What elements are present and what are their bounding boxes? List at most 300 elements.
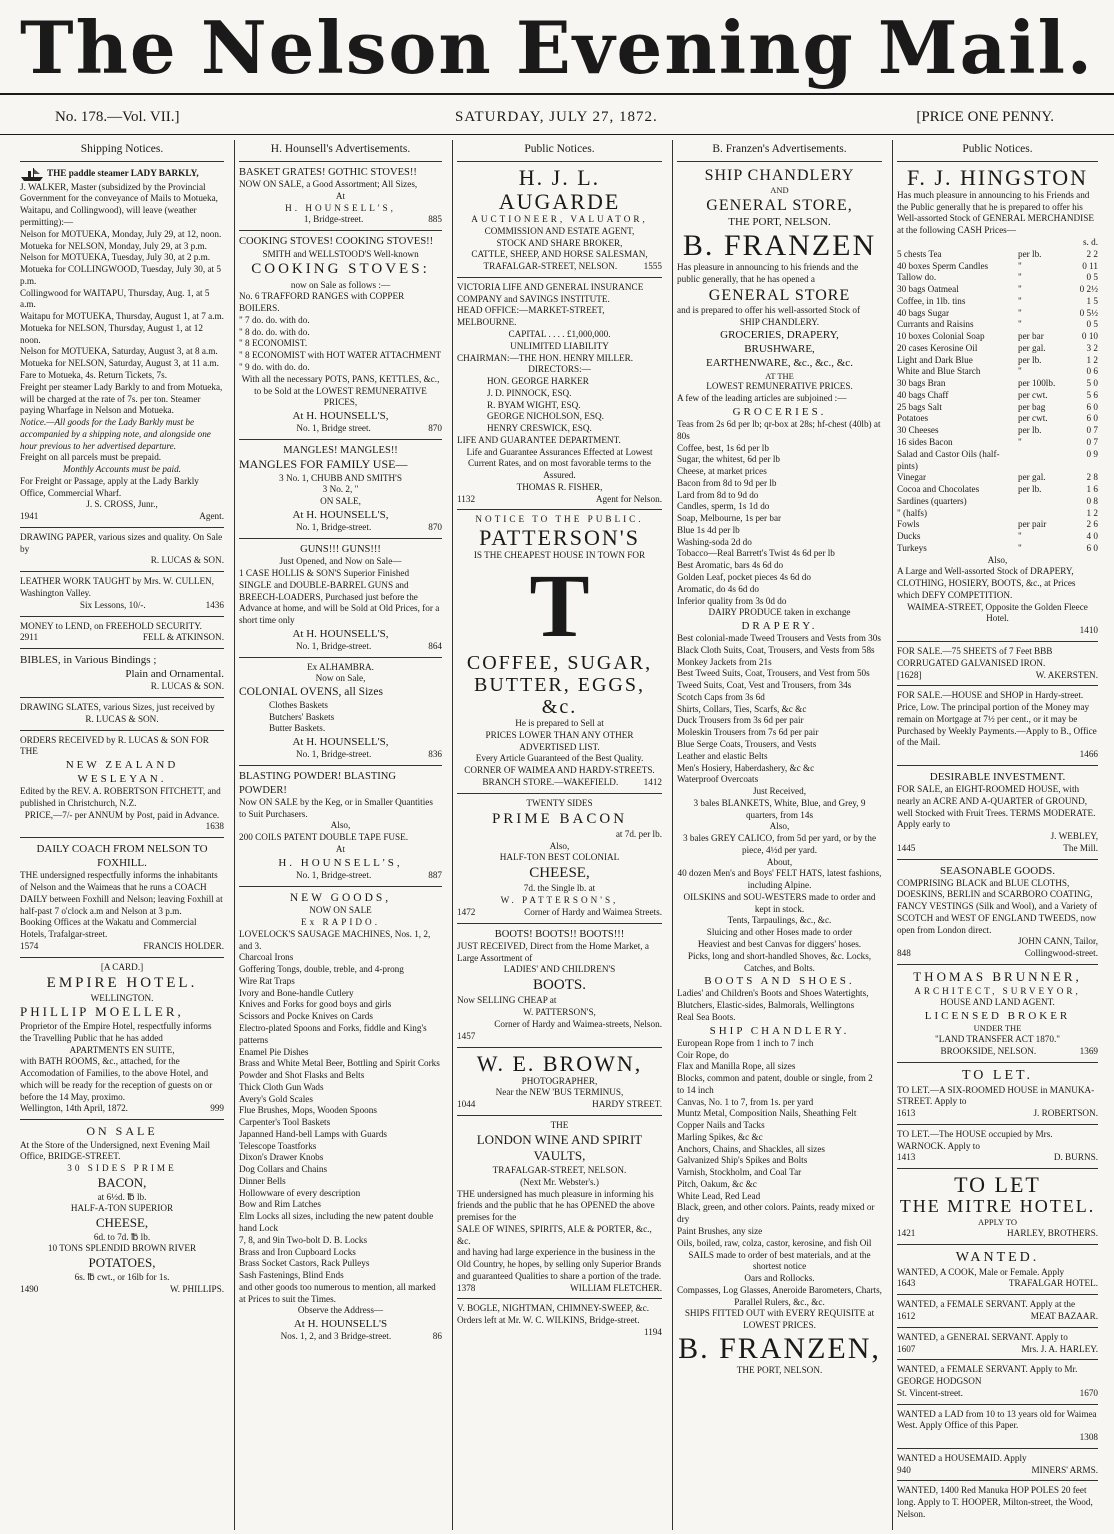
grocery-item: Bacon from 8d to 9d per lb	[677, 477, 777, 488]
wanted-1-who: TRAFALGAR HOTEL.	[1008, 1278, 1098, 1289]
groceries-head: GROCERIES.	[732, 405, 827, 418]
nowsale: Now on Sale,	[315, 673, 366, 684]
augarde-line: AUCTIONEER, VALUATOR,	[471, 214, 648, 225]
drawing-paper-text: DRAWING PAPER, various sizes and quality. On Sale by	[20, 531, 223, 554]
grates-ad	[239, 166, 442, 227]
price-row	[897, 355, 1098, 367]
agent-name: J. S. CROSS, Junr.,	[86, 499, 158, 510]
price-value: 6 0	[1086, 542, 1098, 553]
tents: Tents, Tarpaulings, &c., &c.	[727, 915, 832, 926]
price-item: Cocoa and Chocolates	[897, 484, 980, 495]
slates-ad	[20, 702, 224, 726]
on-sale-ad	[20, 1124, 224, 1295]
price-unit: per lb.	[1018, 484, 1042, 495]
the: THE	[550, 1119, 569, 1130]
basket-item: Clothes Baskets	[269, 699, 328, 710]
price-value: 1 2	[1086, 354, 1098, 365]
price-unit: "	[1018, 531, 1022, 542]
just-received: Just Received,	[752, 786, 807, 797]
brushware: BRUSHWARE,	[744, 343, 815, 356]
price-row	[897, 519, 1098, 531]
also: Also,	[987, 554, 1008, 565]
potatoes-line-3: 6s. ℔ cwt., or 16lb for 1s.	[74, 1271, 170, 1282]
price-item: 5 chests Tea	[897, 248, 942, 259]
drapery-item: Best Tweed Suits, Coat, Trousers, and Vest from 50s	[677, 668, 870, 679]
guns-body: 1 CASE HOLLIS & SON'S Superior Finished SINGLE and DOUBLE-BARREL GUNS and BREECH-LOADERS, Purchased just before the Advance at home, and will be Sold at Old Prices, for a short time only	[239, 568, 440, 626]
at-hounsell: At H. HOUNSELL'S,	[292, 627, 389, 640]
price-item: Salad and Castor Oils (half-pints)	[897, 448, 1000, 471]
goods-item: Avery's Gold Scales	[239, 1093, 313, 1104]
ad-number: 1613	[897, 1108, 916, 1119]
price-unit: per cwt.	[1018, 389, 1048, 400]
steamer-body: J. WALKER, Master (subsidized by the Provincial Government for the conveyance of Mails to Motueka, Waitapu, and Collingwood), will leave (weather permitting):—	[20, 181, 218, 228]
issue-number: No. 178.—Vol. VII.]	[55, 109, 180, 125]
wesleyan-ad	[20, 735, 224, 834]
port-2: THE PORT, NELSON.	[736, 1364, 823, 1375]
franzen-name: B. FRANZEN	[682, 229, 877, 263]
chandlery-item: Flax and Manilla Rope, all sizes	[677, 1061, 796, 1072]
price-unit: "	[1018, 319, 1022, 330]
column-franzen	[672, 140, 886, 1530]
goods-item: Thick Cloth Gun Wads	[239, 1081, 324, 1092]
brunner-line: HOUSE AND LAND AGENT.	[940, 997, 1055, 1008]
smith-text: SMITH and WELLSTOOD'S Well-known	[262, 248, 419, 259]
price-value: 4 0	[1086, 531, 1098, 542]
drapery-item: Best colonial-made Tweed Trousers and Vests from 30s	[677, 633, 881, 644]
investment-title: DESIRABLE INVESTMENT.	[929, 770, 1066, 783]
price-value: 0 5½	[1079, 307, 1098, 318]
investment-body: FOR SALE, an EIGHT-ROOMED HOUSE, with nearly an ACRE AND A-QUARTER of GROUND, well Stocked with Fruit Trees. TERMS MODERATE. Apply early to	[897, 783, 1096, 830]
basket-item: Butter Baskets.	[269, 723, 326, 734]
orders-text: ORDERS RECEIVED by R. LUCAS & SON FOR THE	[20, 734, 209, 757]
moeller-body-2: with BATH ROOMS, &c., attached, for the Accomodation of Families, to the above Hotel, and which will be ready for the reception of guests on or before the 14 May, proximo.	[20, 1056, 213, 1102]
at-hounsell: At H. HOUNSELL'S,	[292, 508, 389, 521]
rapido: Ex RAPIDO.	[300, 917, 380, 928]
stoves-big: COOKING STOVES:	[251, 261, 430, 278]
ad-number: 1412	[643, 777, 662, 788]
cooking-stoves-ad	[239, 235, 442, 435]
column-hounsell	[234, 140, 446, 1530]
few: A few of the leading articles are subjoined :—	[677, 393, 847, 404]
price-row	[897, 272, 1098, 284]
price-item: Turkeys	[897, 542, 927, 553]
grocery-item: Washing-soda 2d do	[677, 536, 752, 547]
apply-to: APPLY TO	[978, 1217, 1017, 1228]
price-item: 20 cases Kerosine Oil	[897, 342, 978, 353]
sails: SAILS made to order of best materials, and at the shortest notice	[688, 1249, 871, 1272]
goods-item: and other goods too numerous to mention, all marked at Prices to suit the Times.	[239, 1281, 436, 1304]
sailing-item: Motueka for COLLINGWOOD, Tuesday, July 30, at 5 p.m.	[20, 264, 221, 286]
grocery-item: Best Aromatic, bars 4s 6d do	[677, 560, 784, 571]
price-value: 0 5	[1086, 272, 1098, 283]
trafford-item: " 8 do. do. with do.	[239, 326, 310, 337]
address: TRAFALGAR-STREET, NELSON.	[483, 261, 618, 272]
grocery-item: Teas from 2s 6d per lb; qr-box at 28s; hf-chest (40lb) at 80s	[677, 419, 881, 441]
goods-item: Wire Rat Traps	[239, 975, 295, 986]
price-row	[897, 496, 1098, 508]
grocery-item: Sugar, the whitest, 6d per lb	[677, 454, 780, 465]
apartments: APARTMENTS EN SUITE,	[69, 1044, 175, 1055]
drapery-item: Moleskin Trousers from 7s 6d per pair	[677, 727, 819, 738]
bogle-text: V. BOGLE, NIGHTMAN, CHIMNEY-SWEEP, &c. Orders left at Mr. W. C. WILKINS, Bridge-street.	[457, 1303, 649, 1326]
ad-number: 1490	[20, 1283, 39, 1294]
director: GEORGE NICHOLSON, ESQ.	[487, 411, 604, 422]
price-row	[897, 319, 1098, 331]
price-row	[897, 249, 1098, 261]
chandlery-item: Black, green, and other colors. Paints, ready mixed or dry	[677, 1202, 875, 1225]
ad-number: 1445	[897, 842, 916, 853]
leather-work-ad	[20, 576, 224, 611]
grocery-item: Blue 1s 4d per lb	[677, 524, 740, 535]
wanted-4-addr: St. Vincent-street.	[897, 1387, 963, 1398]
capital: CAPITAL . . . . £1,000,000.	[508, 328, 611, 339]
oilskins: OILSKINS and SOU-WESTERS made to order and kept in stock.	[683, 891, 876, 914]
lovelock: LOVELOCK'S SAUSAGE MACHINES, Nos. 1, 2, and 3.	[239, 928, 431, 951]
price-item: White and Blue Starch	[897, 366, 981, 377]
empire-title: EMPIRE HOTEL.	[46, 974, 198, 991]
price-value: 0 2½	[1079, 284, 1098, 295]
goods-item: Japanned Hand-bell Lamps with Guards	[239, 1128, 387, 1139]
stoves-title: COOKING STOVES! COOKING STOVES!!	[239, 236, 434, 248]
branch: BRANCH STORE.—WAKEFIELD.	[482, 777, 619, 788]
dateline	[0, 97, 1114, 135]
prepaid: Freight on all parcels must be prepaid.	[20, 452, 162, 463]
ladies: LADIES' AND CHILDREN'S	[503, 964, 616, 975]
at: At	[335, 844, 346, 855]
ad-number: 1194	[643, 1326, 662, 1337]
grocery-item: Coffee, best, 1s 6d per lb	[677, 442, 769, 453]
grocery-item: Soap, Melbourne, 1s per bar	[677, 513, 782, 524]
tolet-1: TO LET.—A SIX-ROOMED HOUSE in MANUKA-STREET. Apply to	[897, 1084, 1095, 1107]
sailing-item: Motueka for NELSON, Monday, July 29, at 3 p.m.	[20, 240, 207, 251]
grocery-item: Inferior quality from 3s 0d do	[677, 595, 787, 606]
freight: Freight per steamer Lady Barkly to and from Motueka, will be charged at the rate of 7s. per ton. Steamer paying Wharfage in Nelson and Motueka.	[20, 381, 223, 416]
price-item: 16 sides Bacon	[897, 436, 953, 447]
price-unit: per lb.	[1018, 425, 1042, 436]
drawing-paper-ad	[20, 532, 224, 567]
dairy: DAIRY PRODUCE taken in exchange	[708, 607, 851, 618]
goods-item: Hollowware of every description	[239, 1187, 361, 1198]
price-unit	[1018, 496, 1068, 508]
big-t-letter: T	[529, 557, 590, 657]
vaults-addr: TRAFALGAR-STREET, NELSON.	[492, 1165, 627, 1175]
wanted-7: WANTED, 1400 Red Manuka HOP POLES 20 feet long. Apply to T. HOOPER, Milton-street, the Wood, Nelson.	[897, 1485, 1093, 1519]
halfton: HALF-TON BEST COLONIAL	[499, 852, 620, 863]
slates-text: DRAWING SLATES, various Sizes, just received by	[20, 701, 215, 712]
title-word-3: Evening	[515, 5, 855, 90]
price-unit: per pair	[1018, 519, 1047, 530]
brown-addr: Near the NEW 'BUS TERMINUS,	[495, 1087, 624, 1098]
wanted-3-who: Mrs. J. A. HARLEY.	[1021, 1343, 1098, 1354]
ad-number: 1638	[205, 821, 224, 832]
directors-label: DIRECTORS:—	[528, 364, 591, 375]
seasonable-title: SEASONABLE GOODS.	[940, 864, 1055, 877]
price-row	[897, 308, 1098, 320]
patterson-name: PATTERSON'S	[479, 525, 640, 551]
masthead	[0, 0, 1114, 95]
edited-text: Edited by the REV. A. ROBERTSON FITCHETT, and published in Christchurch, N.Z.	[20, 786, 221, 808]
price-unit	[1018, 449, 1068, 473]
ad-number: 1413	[897, 1152, 916, 1163]
brown-street: HARDY STREET.	[592, 1099, 662, 1110]
price-value: 0 9	[1086, 448, 1098, 459]
fitted: SHIPS FITTED OUT with EVERY REQUISITE at LOWEST PRICES.	[684, 1308, 875, 1331]
wanted-4: WANTED, a FEMALE SERVANT. Apply to Mr. GEORGE HODGSON	[897, 1364, 1078, 1387]
every: Every Article Guaranteed of the Best Quality.	[475, 753, 644, 764]
drapery-item: Scotch Caps from 3s 6d	[677, 691, 765, 702]
observe: Observe the Address—	[297, 1305, 384, 1316]
franzen-name-2: B. FRANZEN,	[678, 1331, 881, 1365]
price-unit: per gal.	[1018, 472, 1046, 483]
ad-number: 1132	[457, 493, 476, 504]
price-row	[897, 437, 1098, 449]
chandlery-item: Canvas, No. 1 to 7, from 1s. per yard	[677, 1096, 814, 1107]
general-store-2: GENERAL STORE	[708, 286, 851, 304]
investment-ad	[897, 770, 1098, 855]
ad-number: 1670	[1079, 1387, 1098, 1398]
chandlery-item: Paint Brushes, any size	[677, 1226, 763, 1237]
address: No. 1, Bridge-street.	[295, 749, 372, 760]
price-value: 5 0	[1086, 378, 1098, 389]
ad-number: 1410	[1079, 625, 1098, 636]
brookside: BROOKSIDE, NELSON.	[940, 1045, 1037, 1056]
drapery-item: Monkey Jackets from 21s	[677, 656, 772, 667]
potatoes-line-2: POTATOES,	[88, 1255, 156, 1271]
augarde-line: CATTLE, SHEEP, AND HORSE SALESMAN,	[471, 249, 648, 260]
ad-number: 848	[897, 948, 911, 959]
port: THE PORT, NELSON.	[728, 215, 831, 228]
price-row	[897, 331, 1098, 343]
hats: 40 dozen Men's and Boys' FELT HATS, latest fashions, including Alpine.	[677, 868, 882, 891]
empire-city: WELLINGTON.	[90, 992, 154, 1003]
price-item: 40 bags Chaff	[897, 389, 949, 400]
column-heading: Public Notices.	[457, 140, 662, 162]
price-item: Tallow do.	[897, 272, 937, 283]
agent-role: Agent.	[199, 511, 224, 522]
ad-number: 870	[428, 522, 442, 533]
brunner-line: ARCHITECT, SURVEYOR,	[914, 985, 1081, 996]
price-row	[897, 508, 1098, 520]
trafford-item: " 7 do. do. with do.	[239, 314, 310, 325]
cheese-line-2: CHEESE,	[95, 1215, 149, 1231]
price-item: Currants and Raisins	[897, 319, 974, 330]
price-unit: per cwt.	[1018, 413, 1048, 424]
chandlery-item: European Rope from 1 inch to 7 inch	[677, 1037, 814, 1048]
vaults-next: (Next Mr. Webster's.)	[520, 1176, 599, 1187]
onsale-body: At the Store of the Undersigned, next Evening Mail Office, BRIDGE-STREET.	[20, 1139, 211, 1162]
price-item: 10 boxes Colonial Soap	[897, 331, 985, 342]
prepared: He is prepared to Sell at	[515, 718, 604, 729]
drapery-item: Duck Trousers from 3s 6d per pair	[677, 715, 804, 726]
price-value: 0 11	[1082, 260, 1098, 271]
seller: R. LUCAS & SON.	[150, 681, 224, 692]
goods-item: Bow and Rim Latches	[239, 1199, 321, 1210]
price-row	[897, 261, 1098, 273]
drapery-item: Blue Serge Coats, Trousers, and Vests	[677, 739, 817, 749]
newspaper-title	[20, 5, 1094, 90]
drapery-list	[677, 633, 882, 786]
goods-item: Ivory and Bone-handle Cutlery	[239, 987, 354, 998]
ad-number: 1436	[205, 599, 224, 610]
price-value: 0 7	[1086, 425, 1098, 436]
patterson-ad	[457, 514, 662, 788]
under: UNDER THE	[973, 1023, 1022, 1034]
bibles-text-2: Plain and Ornamental.	[125, 668, 224, 681]
butter: BUTTER, EGGS, &c.	[474, 674, 645, 719]
goods-item: Scissors and Pocke Knives on Cards	[239, 1011, 373, 1022]
sailing-item: Nelson for MOTUEKA, Tuesday, July 30, at 2 p.m.	[20, 252, 211, 263]
groceries: GROCERIES, DRAPERY,	[720, 329, 839, 342]
price-item: Light and Dark Blue	[897, 354, 973, 365]
price-value: 5 6	[1086, 389, 1098, 400]
price-item: 40 boxes Sperm Candles	[897, 260, 989, 271]
wanted-1: WANTED, A COOK, Male or Female. Apply	[897, 1266, 1065, 1277]
ad-number: 86	[432, 1331, 442, 1342]
price-item: Vinegar	[897, 472, 927, 483]
price-row	[897, 413, 1098, 425]
coffee: COFFEE, SUGAR,	[466, 652, 653, 675]
chandlery-item: Muntz Metal, Composition Nails, Sheathing Felt	[677, 1108, 857, 1119]
wanted-2: WANTED, a FEMALE SERVANT. Apply at the	[897, 1299, 1076, 1310]
drapery-item: Black Cloth Suits, Coat, Trousers, and Vests from 58s	[677, 644, 875, 655]
grates-body: NOW ON SALE, a Good Assortment; All Sizes,	[239, 179, 418, 190]
price-unit: per bar	[1018, 331, 1044, 342]
sd-label: s. d.	[1082, 236, 1098, 247]
price-value: 1 5	[1086, 295, 1098, 306]
hingston-body: Has much pleasure in announcing to his Friends and the Public generally that he is prepared to offer his Well-assorted Stock of GENERAL MERCHANDISE at the following CASH Prices—	[897, 189, 1094, 236]
fisher-name: THOMAS R. FISHER,	[516, 481, 603, 492]
blasting-ad	[239, 770, 442, 882]
address: No. 1, Bridge street.	[296, 423, 371, 434]
chandlery-item: Varnish, Stockholm, and Coal Tar	[677, 1167, 802, 1178]
life-dept: LIFE AND GUARANTEE DEPARTMENT.	[457, 434, 621, 445]
price-unit	[1018, 508, 1068, 520]
goods-item: Dinner Bells	[239, 1175, 286, 1186]
goods-item: Knives and Forks for good boys and girls	[239, 999, 392, 1010]
money-who: FELL & ATKINSON.	[142, 632, 224, 643]
augarde-name: H. J. L. AUGARDE	[498, 164, 621, 214]
life-body: Life and Guarantee Assurances Effected at Lowest Current Rates, and on most favorable terms to the Assured.	[466, 446, 653, 481]
lady-barkly-ad	[20, 166, 224, 523]
iron-who: W. AKERSTEN.	[1035, 669, 1098, 680]
ad-number: 1643	[897, 1278, 916, 1289]
stoves-sub: now on Sale as follows :—	[290, 279, 391, 290]
prime-bacon: PRIME BACON	[491, 810, 628, 827]
ad-number: 836	[428, 749, 442, 760]
price-row	[897, 296, 1098, 308]
goods-item: Goffering Tongs, double, treble, and 4-prong	[239, 964, 404, 975]
hounsell-name: H. HOUNSELL'S,	[285, 202, 396, 213]
onsale-title: ON SALE	[86, 1124, 158, 1139]
brown-ad	[457, 1052, 662, 1111]
price-item: 30 bags Oatmeal	[897, 284, 959, 295]
notice: Notice.—All goods for the Lady Barkly must be accompanied by a shipping note, and alongside one hour previous to her advertised departure.	[20, 417, 211, 451]
mangles-1: 3 No. 1, CHUBB AND SMITH'S	[279, 472, 402, 483]
seller: R. LUCAS & SON.	[85, 713, 159, 724]
new-goods-sub: NOW ON SALE	[309, 905, 372, 916]
wanted-3: WANTED, a GENERAL SERVANT. Apply to	[897, 1331, 1068, 1342]
chandlery-list	[677, 1038, 882, 1250]
bacon-line-2: BACON,	[97, 1174, 147, 1190]
goods-item: Elm Locks all sizes, including the new patent double hand Lock	[239, 1211, 434, 1234]
price-row	[897, 449, 1098, 473]
sailings-list	[20, 229, 224, 370]
calico: 3 bales GREY CALICO, from 5d per yard, or by the piece, 4½d per yard.	[682, 833, 877, 855]
about: About,	[766, 856, 793, 867]
chandlery-item: Pitch, Oakum, &c &c	[677, 1178, 757, 1189]
grocery-item: Cheese, at market prices	[677, 466, 767, 477]
price-value: 6 0	[1086, 413, 1098, 424]
price-row	[897, 284, 1098, 296]
moeller-name: PHILLIP MOELLER,	[20, 1004, 184, 1020]
grocery-item: Golden Leaf, pocket pieces 4s 6d do	[677, 571, 811, 582]
price-unit: "	[1018, 366, 1022, 377]
address: Corner of Hardy and Waimea-streets, Nelson.	[494, 1018, 662, 1029]
augarde-ad	[457, 166, 662, 273]
head-office: HEAD OFFICE:—MARKET-STREET, MELBOURNE.	[457, 305, 605, 328]
wanted-6-who: MINERS' ARMS.	[1031, 1464, 1098, 1475]
price-value: 2 8	[1086, 472, 1098, 483]
goods-item: Enamel Pie Dishes	[239, 1046, 309, 1057]
column-public-notices-2	[892, 140, 1102, 1530]
tolet-head: TO LET.	[961, 1067, 1034, 1083]
blasting-title: BLASTING POWDER! BLASTING POWDER!	[239, 771, 396, 796]
grates-title: BASKET GRATES! GOTHIC STOVES!!	[239, 166, 417, 178]
and: AND	[770, 184, 789, 195]
price-unit: "	[1018, 284, 1022, 295]
ad-number: 940	[897, 1464, 911, 1475]
twenty-sides: TWENTY SIDES	[526, 797, 593, 808]
bibles-ad	[20, 653, 224, 693]
selling: Now SELLING CHEAP at	[457, 995, 557, 1006]
potatoes-line-1: 10 TONS SPLENDID BROWN RIVER	[47, 1243, 197, 1254]
wanted-5: WANTED a LAD from 10 to 13 years old for Waimea West. Apply Office of this Paper.	[897, 1408, 1097, 1431]
grocery-item: Tobacco—Real Barrett's Twist 4s 6d per lb	[677, 548, 835, 559]
to-let-ads	[897, 1067, 1098, 1240]
boots-ad	[457, 928, 662, 1043]
iron-sale-ad	[897, 646, 1098, 681]
chandlery-head: SHIP CHANDLERY.	[709, 1024, 850, 1037]
pots-text: With all the necessary POTS, PANS, KETTLES, &c., to be Sold at the LOWEST REMUNERATIVE PRICES,	[241, 373, 440, 408]
ad-number: 870	[428, 423, 442, 434]
price-row	[897, 366, 1098, 378]
goods-item: Carpenter's Tool Baskets	[239, 1117, 331, 1128]
bogle-ad	[457, 1303, 662, 1338]
at-hounsell: At H. HOUNSELL'S,	[292, 736, 389, 749]
bacon-ad	[457, 798, 662, 919]
house-sale-ad	[897, 690, 1098, 761]
price-unit: "	[1018, 295, 1022, 306]
director: J. D. PINNOCK, ESQ.	[487, 387, 572, 398]
column-heading: H. Hounsell's Advertisements.	[239, 140, 442, 162]
augarde-line: STOCK AND SHARE BROKER,	[496, 237, 623, 248]
cheese-line-1: HALF-A-TON SUPERIOR	[70, 1203, 174, 1214]
patterson: W. PATTERSON'S,	[500, 894, 619, 905]
wanted-2-who: MEAT BAZAAR.	[1030, 1310, 1098, 1321]
drapery-item: Leather and elastic Belts	[677, 750, 768, 761]
goods-item: Powder and Shot Flasks and Belts	[239, 1070, 365, 1081]
boots-big: BOOTS.	[533, 977, 586, 994]
price-value: 0 6	[1086, 366, 1098, 377]
new-goods-title: NEW GOODS,	[289, 891, 392, 904]
director: HON. GEORGE HARKER	[487, 376, 589, 387]
ad-number: 1457	[457, 1030, 476, 1041]
leather-text: LEATHER WORK TAUGHT by Mrs. W. CULLEN, Washington Valley.	[20, 576, 214, 598]
seasonable-body: COMPRISING BLACK and BLUE CLOTHS, DOESKINS, BERLIN and SCARBORO COATING, FANCY VESTINGS (Silk and Wool), and a Variety of SCOTCH and WEST OF ENGLAND TWEEDS, now open from London direct.	[897, 877, 1098, 935]
price-item: 30 Cheeses	[897, 425, 939, 436]
mangles-2: 3 No. 2, "	[322, 484, 359, 495]
ad-number: 887	[428, 869, 442, 880]
